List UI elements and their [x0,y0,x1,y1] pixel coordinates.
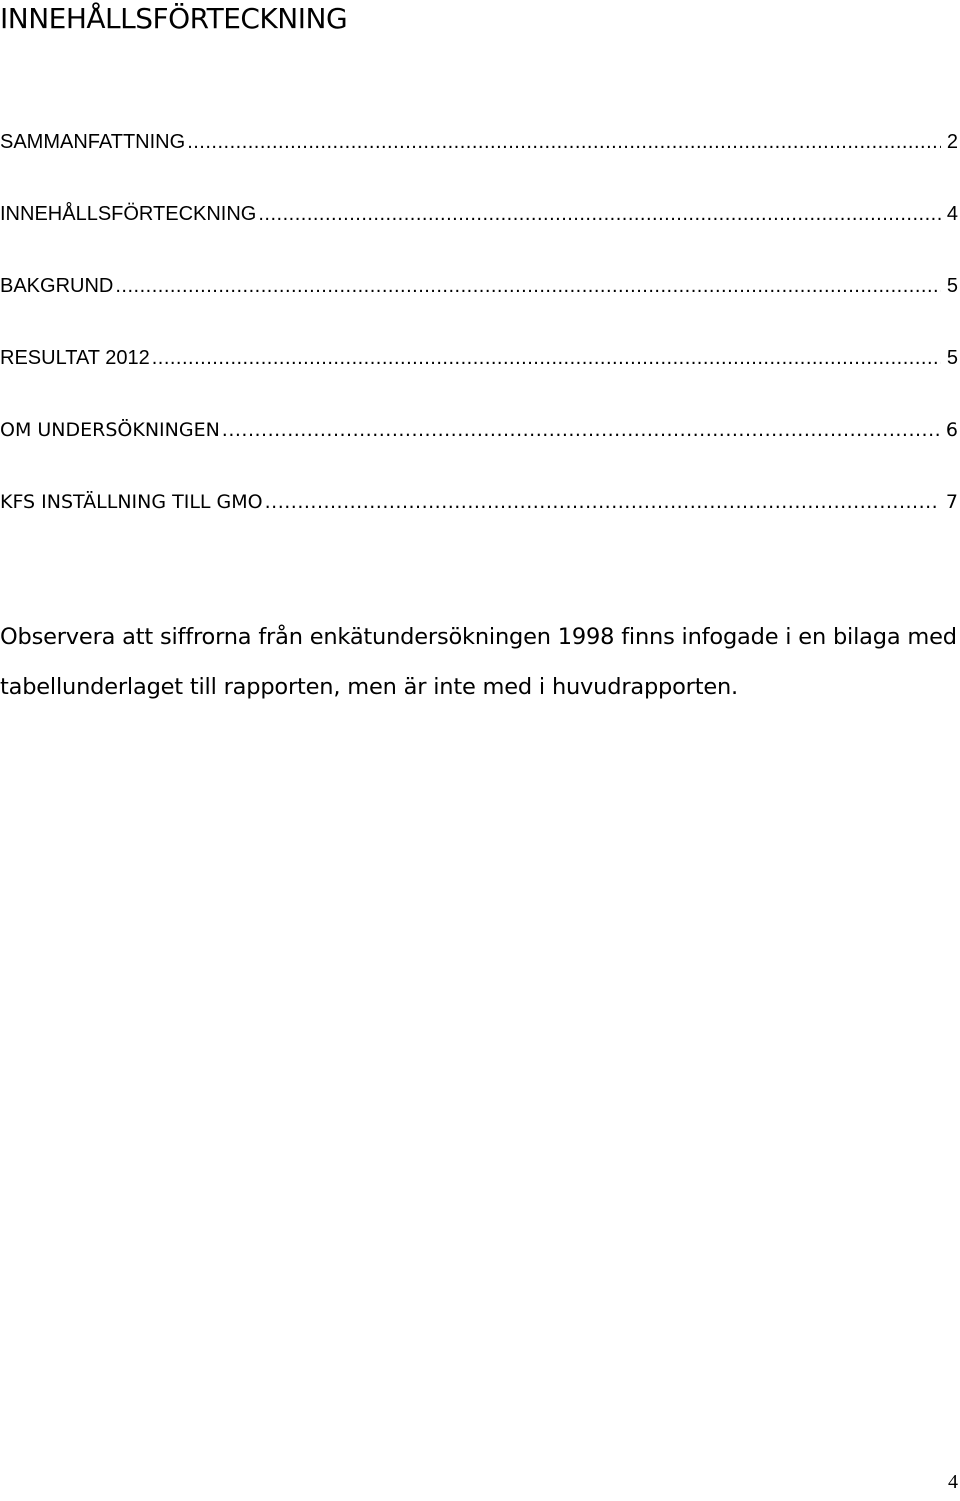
page-title: INNEHÅLLSFÖRTECKNING [0,2,348,35]
toc-entry-page: 7 [945,491,958,513]
toc-dot-leader [187,120,941,164]
toc-entry-title: BAKGRUND [0,275,114,297]
toc-entry-page: 4 [946,203,958,225]
toc-entry-resultat-2012[interactable] [0,336,960,408]
toc-entry-title: RESULTAT 2012 [0,347,150,369]
toc-entry-page: 6 [945,419,958,441]
toc-dot-leader [258,192,941,236]
toc-entry-om-undersokningen[interactable] [0,408,960,480]
toc-dot-leader [115,264,941,308]
toc-entry-innehallsforteckning[interactable] [0,192,960,264]
toc-entry-page: 5 [946,347,958,369]
toc-entry-page: 5 [946,275,958,297]
toc-entry-title: KFS INSTÄLLNING TILL GMO [0,491,263,513]
table-of-contents [0,120,960,552]
toc-entry-title: INNEHÅLLSFÖRTECKNING [0,203,257,225]
toc-dot-leader [222,408,940,452]
toc-dot-leader [265,480,940,524]
page-number: 4 [948,1471,958,1493]
toc-entry-title: SAMMANFATTNING [0,131,186,153]
toc-entry-title: OM UNDERSÖKNINGEN [0,419,220,441]
note-paragraph: Observera att siffrorna från enkätundersökningen 1998 finns infogade i en bilaga med tabellunderlaget till rapporten, men är inte med i huvudrapporten. [0,624,957,700]
toc-entry-sammanfattning[interactable] [0,120,960,192]
toc-entry-page: 2 [946,131,958,153]
toc-dot-leader [152,336,941,380]
toc-entry-bakgrund[interactable] [0,264,960,336]
toc-entry-kfs-installning-till-gmo[interactable] [0,480,960,552]
